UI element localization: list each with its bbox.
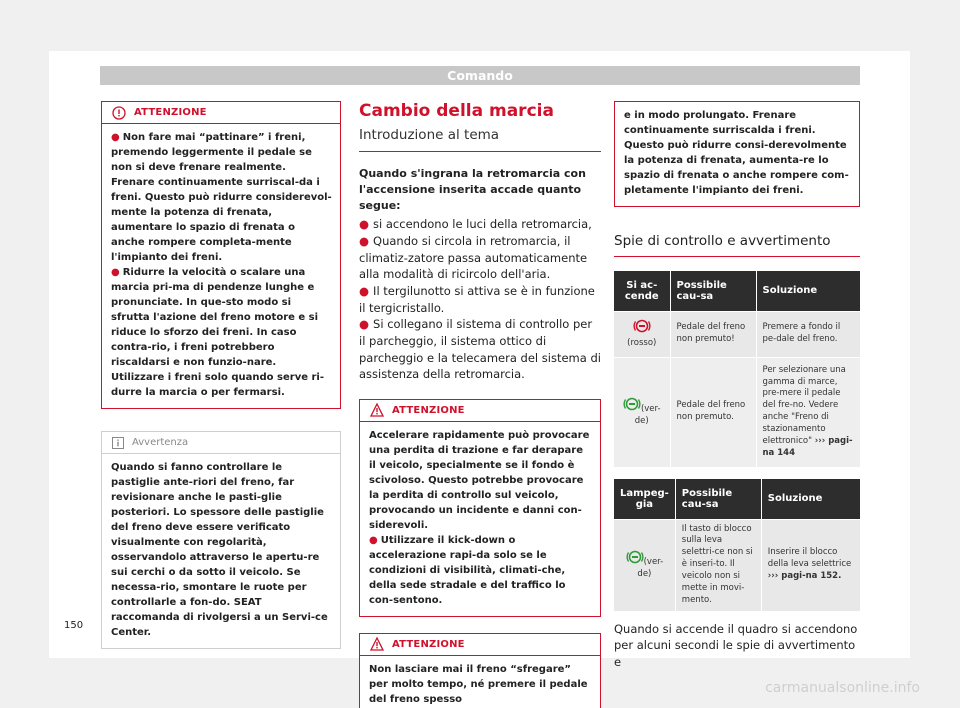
table-row xyxy=(614,311,860,357)
warning-header xyxy=(360,634,600,656)
warning-body xyxy=(102,124,340,408)
warning-header xyxy=(102,102,340,124)
warning-box xyxy=(359,399,601,617)
indicator-table-lit xyxy=(614,271,860,467)
table-header-row xyxy=(614,479,860,519)
brake-pedal-green-icon xyxy=(626,550,644,564)
warning-box xyxy=(359,633,601,708)
warning-triangle-icon xyxy=(370,403,384,417)
table-header-cell: Soluzione xyxy=(761,479,860,519)
note-body: Quando si fanno controllare le pastiglie ante-riori del freno, far revisionare anche le pasti-glie posteriori. Lo spessore delle pastiglie del freno deve essere verificato visualmente con regolarità, osservandolo attraverso le apertu-re sui cerchi o da sotto il veicolo. Se necessa-rio, smontare le ruote per controllarle a fon-do. SEAT raccomanda di rivolgersi a un Servi-ce Center. xyxy=(111,462,328,638)
section-title: Spie di controllo e avvertimento xyxy=(614,233,860,257)
body-text: Quando si accende il quadro si accendono per alcuni secondi le spie di avvertimento e xyxy=(614,621,858,670)
warning-text: Accelerare rapidamente può provocare una perdita di trazione e far derapare il veicolo, specialmente se il fondo è scivoloso. Questo potrebbe provocare la perdita di controllo sul veicolo, provocando un incidente e danni con-siderevoli. xyxy=(369,429,590,531)
list-item: ● Il tergilunotto si attiva se è in funzione il tergicristallo. xyxy=(359,283,595,315)
table-header-cell: Possibile cau-sa xyxy=(670,271,756,311)
light-color: (rosso) xyxy=(627,337,657,348)
warning-bullet: ● Ridurre la velocità o scalare una marcia pri-ma di pendenze lunghe e pronunciate. In que-sto modo si sfrutta l'azione del freno motore e si riduce lo sforzo dei freni. In caso contra-rio, i freni potrebbero riscaldarsi e non funzio-nare. Utilizzare i freni solo quando serve ri-durre la marcia o per fermarsi. xyxy=(111,267,324,398)
light-color: (ver-de) xyxy=(637,556,664,579)
table-header-row xyxy=(614,271,860,311)
light-color: (ver-de) xyxy=(634,403,661,426)
indicator-table-flashing xyxy=(614,479,860,611)
brake-pedal-red-icon xyxy=(633,319,651,333)
warning-body xyxy=(360,422,600,616)
solution-cell xyxy=(761,519,860,611)
warning-continued-body: e in modo prolungato. Frenare continuamente surriscalda i freni. Questo può ridurre consi-derevolmente la potenza di frenata, aumenta-re lo spazio di frenata o anche rompere com-pletamente l'impianto dei freni. xyxy=(624,110,849,196)
table-header-cell: Si ac-cende xyxy=(614,271,670,311)
table-row xyxy=(614,357,860,467)
table-header-cell: Possibile cau-sa xyxy=(675,479,761,519)
brake-pedal-green-icon xyxy=(623,397,641,411)
cause-cell: Pedale del freno non premuto. xyxy=(670,357,756,467)
solution-cell xyxy=(756,357,860,467)
warning-bullet: ● Non fare mai “pattinare” i freni, premendo leggermente il pedale se non si deve frenare realmente. Frenare continuamente surriscal-da i freni. Questo può ridurre considerevol-mente la potenza di frenata, aumentare lo spazio di frenata o anche rompere completa-mente l'impianto dei freni. xyxy=(111,132,332,263)
warning-bullet: ● Utilizzare il kick-down o accelerazione rapi-da solo se le condizioni di visibilità, climati-che, della sede stradale e del traffico lo con-sentono. xyxy=(369,534,566,606)
table-header-cell: Lampeg-gia xyxy=(614,479,675,519)
solution-cell: Premere a fondo il pe-dale del freno. xyxy=(756,311,860,357)
list-item: ● Quando si circola in retromarcia, il climatiz-zatore passa automaticamente alla modalità di ricircolo dell'aria. xyxy=(359,233,588,282)
warning-triangle-icon xyxy=(112,106,126,120)
warning-box xyxy=(101,101,341,409)
list-item: ● Si collegano il sistema di controllo per il parcheggio, il sistema ottico di parcheggio e la telecamera del sistema di assistenza della retromarcia. xyxy=(359,317,601,382)
column-right xyxy=(614,101,860,671)
warning-triangle-icon xyxy=(370,637,384,651)
note-title: Avvertenza xyxy=(132,437,189,448)
cause-cell: Il tasto di blocco sulla leva selettri-ce non si è inseri-to. Il veicolo non si mette in movi-mento. xyxy=(675,519,761,611)
warning-continued-box xyxy=(614,101,860,207)
solution-text: Inserire il blocco della leva selettrice xyxy=(767,547,852,570)
intro-text: Quando s'ingrana la retromarcia con l'accensione inserita accade quanto segue: xyxy=(359,167,586,213)
page-number: 150 xyxy=(64,620,84,631)
warning-header xyxy=(360,400,600,422)
light-cell xyxy=(614,519,675,611)
column-middle xyxy=(359,101,601,708)
table-row xyxy=(614,519,860,611)
light-cell xyxy=(614,311,670,357)
section-title: Cambio della marcia xyxy=(359,101,554,121)
info-icon xyxy=(112,437,124,449)
warning-body: Non lasciare mai il freno “sfregare” per molto tempo, né premere il pedale del freno spesso xyxy=(369,663,588,705)
section-subtitle: Introduzione al tema xyxy=(359,127,601,152)
warning-title: ATTENZIONE xyxy=(392,638,465,650)
watermark: carmanualsonline.info xyxy=(765,680,920,696)
warning-title: ATTENZIONE xyxy=(134,107,207,118)
cause-cell: Pedale del freno non premuto! xyxy=(670,311,756,357)
effects-list xyxy=(359,216,601,383)
solution-text: Per selezionare una gamma di marce, pre-mere il pedale del fre-no. Vedere anche "Freno di stazionamento elettronico" xyxy=(762,364,846,447)
page-header: Comando xyxy=(100,66,860,85)
warning-title: ATTENZIONE xyxy=(392,404,465,416)
column-left xyxy=(101,101,341,649)
page-link[interactable]: ››› pagi-na 144 xyxy=(762,436,853,458)
list-item: ● si accendono le luci della retromarcia, xyxy=(359,217,592,232)
page-link[interactable]: ››› pagi-na 152. xyxy=(767,571,842,582)
table-header-cell: Soluzione xyxy=(756,271,860,311)
light-cell xyxy=(614,357,670,467)
note-box xyxy=(101,431,341,649)
note-header xyxy=(102,432,340,454)
